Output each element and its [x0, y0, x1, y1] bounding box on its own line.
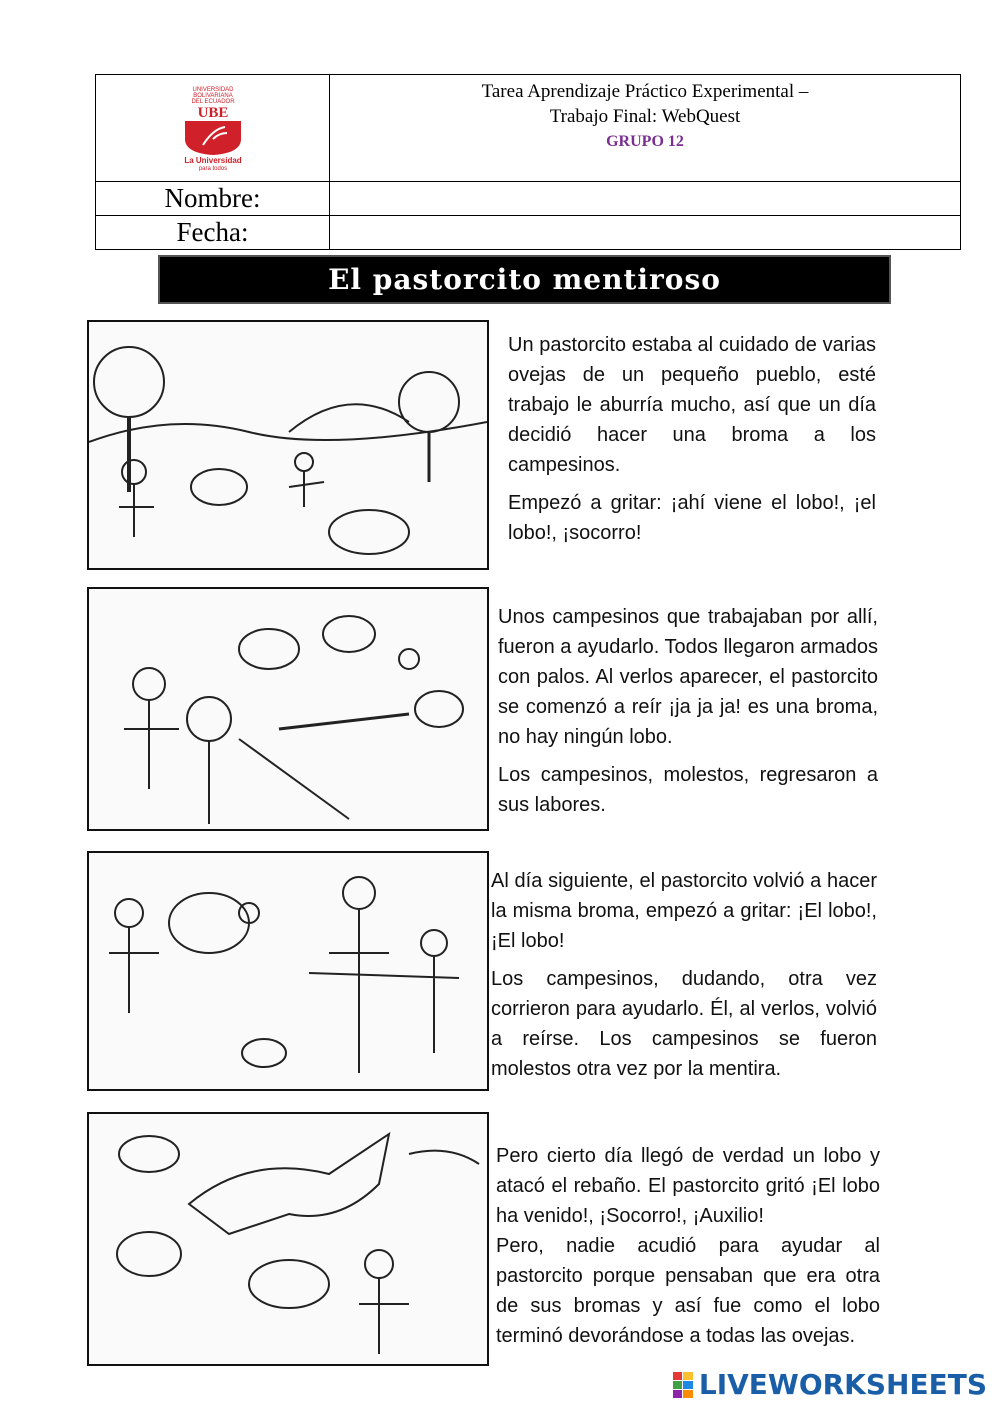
- svg-text:UNIVERSIDAD: UNIVERSIDAD: [191, 86, 234, 93]
- story-paragraph: Pero cierto día llegó de verdad un lobo y atacó el rebaño. El pastorcito gritó ¡El lobo ha venido!, ¡Socorro!, ¡Auxilio!: [496, 1145, 880, 1227]
- story-text-2: [498, 602, 878, 828]
- logo-cell: [96, 75, 330, 182]
- story-paragraph: Los campesinos, dudando, otra vez corrieron para ayudarlo. Él, al verlos, volvió a reírse. Los campesinos se fueron molestos otra vez por la mentira.: [491, 968, 877, 1080]
- liveworksheets-icon: [673, 1372, 693, 1398]
- illustration-1: [87, 320, 489, 570]
- story-paragraph: Al día siguiente, el pastorcito volvió a hacer la misma broma, empezó a gritar: ¡El lobo!, ¡El lobo!: [491, 870, 877, 952]
- story-paragraph: Pero, nadie acudió para ayudar al pastorcito porque pensaban que era otra de sus bromas y así fue como el lobo terminó devorándose a todas las ovejas.: [496, 1235, 880, 1347]
- story-paragraph: Un pastorcito estaba al cuidado de varias ovejas de un pequeño pueblo, esté trabajo le aburría mucho, así que un día decidió hacer una broma a los campesinos.: [508, 334, 876, 476]
- name-label: Nombre:: [96, 182, 330, 216]
- date-label: Fecha:: [96, 216, 330, 250]
- svg-text:DEL ECUADOR: DEL ECUADOR: [190, 98, 235, 105]
- illustration-4: [87, 1112, 489, 1366]
- pastoral-scene-image: [89, 322, 487, 568]
- svg-text:La Universidad: La Universidad: [183, 155, 242, 165]
- liveworksheets-brand: [673, 1368, 987, 1401]
- story-text-4: [496, 1141, 880, 1359]
- second-joke-image: [89, 853, 487, 1089]
- story-text-3: [491, 866, 877, 1092]
- illustration-3: [87, 851, 489, 1091]
- story-paragraph: Los campesinos, molestos, regresaron a sus labores.: [498, 764, 878, 816]
- header-title-line1: Tarea Aprendizaje Práctico Experimental –: [481, 81, 809, 102]
- header-title-line2: Trabajo Final: WebQuest: [549, 106, 741, 127]
- brand-text: LIVEWORKSHEETS: [698, 1368, 987, 1401]
- date-field[interactable]: [330, 216, 961, 250]
- story-paragraph: Empezó a gritar: ¡ahí viene el lobo!, ¡el lobo!, ¡socorro!: [508, 492, 876, 544]
- farmers-arrive-image: [89, 589, 487, 829]
- svg-text:para todos: para todos: [198, 165, 227, 171]
- name-field[interactable]: [330, 182, 961, 216]
- story-text-1: [508, 330, 876, 556]
- header-table: [95, 74, 961, 250]
- illustration-2: [87, 587, 489, 831]
- svg-text:UBE: UBE: [197, 104, 228, 121]
- ube-logo: [163, 81, 263, 171]
- header-title-cell: [330, 75, 961, 182]
- story-title: El pastorcito mentiroso: [160, 257, 889, 302]
- wolf-attack-image: [89, 1114, 487, 1364]
- story-paragraph: Unos campesinos que trabajaban por allí, fueron a ayudarlo. Todos llegaron armados con palos. Al verlos aparecer, el pastorcito se comenzó a reír ¡ja ja ja! es una broma, no hay ningún lobo.: [498, 606, 878, 748]
- svg-text:BOLIVARIANA: BOLIVARIANA: [192, 92, 233, 99]
- group-label: GRUPO 12: [606, 133, 684, 150]
